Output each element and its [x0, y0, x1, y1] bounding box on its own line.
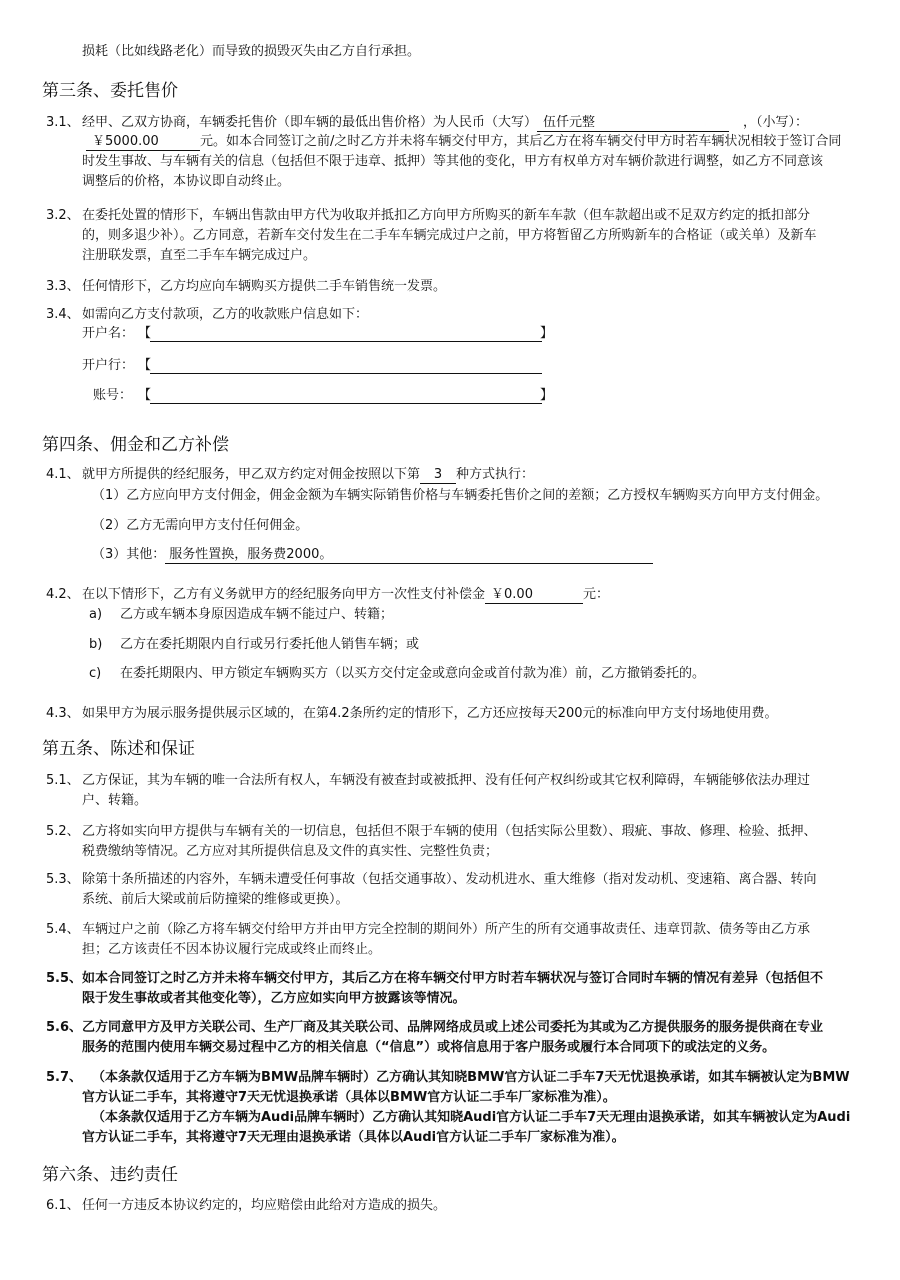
clause-4-2-item-b: 乙方在委托期限内自行或另行委托他人销售车辆；或	[120, 637, 420, 652]
clause-3-2-line-3: 注册联发票，直至二手车车辆完成过户。	[82, 248, 317, 263]
list-marker: c)	[89, 666, 102, 681]
clause-3-3-line-1: 任何情形下，乙方均应向车辆购买方提供二手车销售统一发票。	[82, 279, 447, 294]
clause-3-1-line-2	[86, 132, 841, 151]
clause-5-6-line-2: 服务的范围内使用车辆交易过程中乙方的相关信息（“信息”）或将信息用于客户服务或履行本合同项下的或法定的义务。	[82, 1040, 776, 1055]
clause-4-3-line-1: 如果甲方为展示服务提供展示区域的，在第4.2条所约定的情形下，乙方还应按每天200元的标准向甲方支付场地使用费。	[82, 706, 778, 721]
clause-number: 5.2、	[46, 824, 80, 839]
clause-number: 3.2、	[46, 208, 80, 223]
clause-5-4-line-1: 车辆过户之前（除乙方将车辆交付给甲方并由甲方完全控制的期间外）所产生的所有交通事故责任、违章罚款、债务等由乙方承	[82, 922, 811, 937]
section-5-heading: 第五条、陈述和保证	[42, 739, 195, 759]
clause-6-1-line-1: 任何一方违反本协议约定的，均应赔偿由此给对方造成的损失。	[82, 1198, 447, 1213]
clause-5-6-line-1: 乙方同意甲方及甲方关联公司、生产厂商及其关联公司、品牌网络成员或上述公司委托为其或为乙方提供服务的服务提供商在专业	[82, 1020, 824, 1035]
clause-3-1-line-1	[82, 113, 808, 132]
account-number-field	[150, 403, 542, 404]
clause-number: 3.1、	[46, 115, 80, 130]
option-label: （3）其他：	[92, 547, 166, 562]
commission-option-3	[92, 545, 653, 564]
clause-5-2-line-2: 税费缴纳等情况。乙方应对其所提供信息及文件的真实性、完整性负责；	[82, 844, 499, 859]
clause-number: 3.3、	[46, 279, 80, 294]
clause-number: 4.2、	[46, 587, 80, 602]
section-3-heading: 第三条、委托售价	[42, 81, 178, 101]
clause-5-5-line-2: 限于发生事故或者其他变化等），乙方应如实向甲方披露该等情况。	[82, 991, 466, 1006]
bracket-open: 【	[138, 388, 152, 403]
list-marker: b)	[89, 637, 103, 652]
clause-text: ，（小写）：	[743, 115, 809, 130]
clause-number: 4.3、	[46, 706, 80, 721]
section-4-heading: 第四条、佣金和乙方补偿	[42, 435, 229, 455]
clause-number: 5.7、	[46, 1070, 83, 1085]
clause-number: 5.5、	[46, 971, 83, 986]
account-name-label: 开户名：	[82, 326, 135, 341]
account-name-field	[150, 341, 542, 342]
bank-label: 开户行：	[82, 358, 135, 373]
bracket-close: 】	[540, 388, 554, 403]
clause-3-4-line-1: 如需向乙方支付款项，乙方的收款账户信息如下：	[82, 307, 369, 322]
commission-option-2: （2）乙方无需向甲方支付任何佣金。	[92, 518, 309, 533]
clause-number: 5.6、	[46, 1020, 83, 1035]
bracket-open: 【	[138, 358, 152, 373]
clause-5-4-line-2: 担；乙方该责任不因本协议履行完成或终止而终止。	[82, 942, 382, 957]
price-number-field: ￥5000.00	[86, 134, 200, 151]
clause-5-1-line-2: 户、转籍。	[82, 793, 148, 808]
bracket-open: 【	[138, 326, 152, 341]
section-6-heading: 第六条、违约责任	[42, 1165, 178, 1185]
clause-5-2-line-1: 乙方将如实向甲方提供与车辆有关的一切信息，包括但不限于车辆的使用（包括实际公里数）、瑕疵、事故、修理、检验、抵押、	[82, 824, 817, 839]
clause-text: 元。如本合同签订之前/之时乙方并未将车辆交付甲方，其后乙方在将车辆交付甲方时若车辆状况相较于签订合同	[200, 134, 842, 149]
commission-method-field: 3	[420, 467, 456, 484]
clause-4-2-item-a: 乙方或车辆本身原因造成车辆不能过户、转籍；	[120, 607, 394, 622]
commission-option-1: （1）乙方应向甲方支付佣金，佣金金额为车辆实际销售价格与车辆委托售价之间的差额；乙方授权车辆购买方向甲方支付佣金。	[92, 488, 829, 503]
clause-3-1-line-4: 调整后的价格，本协议即自动终止。	[82, 174, 291, 189]
clause-number: 5.3、	[46, 872, 80, 887]
clause-5-1-line-1: 乙方保证，其为车辆的唯一合法所有权人，车辆没有被查封或被抵押、没有任何产权纠纷或其它权利障碍，车辆能够依法办理过	[82, 773, 811, 788]
clause-text: 就甲方所提供的经纪服务，甲乙双方约定对佣金按照以下第	[82, 467, 421, 482]
clause-5-7-line-2: 官方认证二手车，其将遵守7天无忧退换承诺（具体以BMW官方认证二手车厂家标准为准）。	[82, 1090, 616, 1105]
clause-text: 种方式执行：	[456, 467, 535, 482]
clause-3-1-line-3: 时发生事故、与车辆有关的信息（包括但不限于违章、抵押）等其他的变化，甲方有权单方对车辆价款进行调整，如乙方不同意该	[82, 154, 824, 169]
clause-number: 5.4、	[46, 922, 80, 937]
price-in-words-field: 伍仟元整	[537, 115, 729, 132]
clause-number: 3.4、	[46, 307, 80, 322]
clause-5-7-line-4: 官方认证二手车，其将遵守7天无理由退换承诺（具体以Audi官方认证二手车厂家标准为准）。	[82, 1130, 625, 1145]
clause-5-3-line-1: 除第十条所描述的内容外，车辆未遭受任何事故（包括交通事故）、发动机进水、重大维修（指对发动机、变速箱、离合器、转向	[82, 872, 817, 887]
clause-number: 6.1、	[46, 1198, 80, 1213]
clause-number: 5.1、	[46, 773, 80, 788]
list-marker: a)	[89, 607, 103, 622]
clause-text: 经甲、乙双方协商，车辆委托售价（即车辆的最低出售价格）为人民币（大写）	[82, 115, 538, 130]
clause-3-2-line-2: 的，则多退少补）。乙方同意，若新车交付发生在二手车车辆完成过户之前，甲方将暂留乙方所购新车的合格证（或关单）及新车	[82, 228, 817, 243]
clause-4-1-line-1	[82, 465, 534, 484]
clause-4-2-item-c: 在委托期限内、甲方锁定车辆购买方（以买方交付定金或意向金或首付款为准）前，乙方撤销委托的。	[120, 666, 706, 681]
account-number-label: 账号：	[93, 388, 133, 403]
other-method-field: 服务性置换，服务费2000。	[165, 547, 653, 564]
clause-number: 4.1、	[46, 467, 80, 482]
bracket-close: 】	[540, 326, 554, 341]
continuation-text: 损耗（比如线路老化）而导致的损毁灭失由乙方自行承担。	[82, 44, 421, 59]
clause-3-2-line-1: 在委托处置的情形下，车辆出售款由甲方代为收取并抵扣乙方向甲方所购买的新车车款（但车款超出或不足双方约定的抵扣部分	[82, 208, 811, 223]
clause-text: 元：	[583, 587, 610, 602]
clause-5-7-line-3: （本条款仅适用于乙方车辆为Audi品牌车辆时）乙方确认其知晓Audi官方认证二手车7天无理由退换承诺，如其车辆被认定为Audi	[92, 1110, 851, 1125]
clause-5-3-line-2: 系统、前后大梁或前后防撞梁的维修或更换）。	[82, 892, 349, 907]
compensation-amount-field: ￥0.00	[485, 587, 583, 604]
clause-4-2-line-1	[82, 585, 609, 604]
clause-text: 在以下情形下，乙方有义务就甲方的经纪服务向甲方一次性支付补偿金	[82, 587, 486, 602]
bank-field	[150, 373, 542, 374]
clause-5-5-line-1: 如本合同签订之时乙方并未将车辆交付甲方，其后乙方在将车辆交付甲方时若车辆状况与签订合同时车辆的情况有差异（包括但不	[82, 971, 824, 986]
clause-5-7-line-1: （本条款仅适用于乙方车辆为BMW品牌车辆时）乙方确认其知晓BMW官方认证二手车7天无忧退换承诺，如其车辆被认定为BMW	[92, 1070, 850, 1085]
